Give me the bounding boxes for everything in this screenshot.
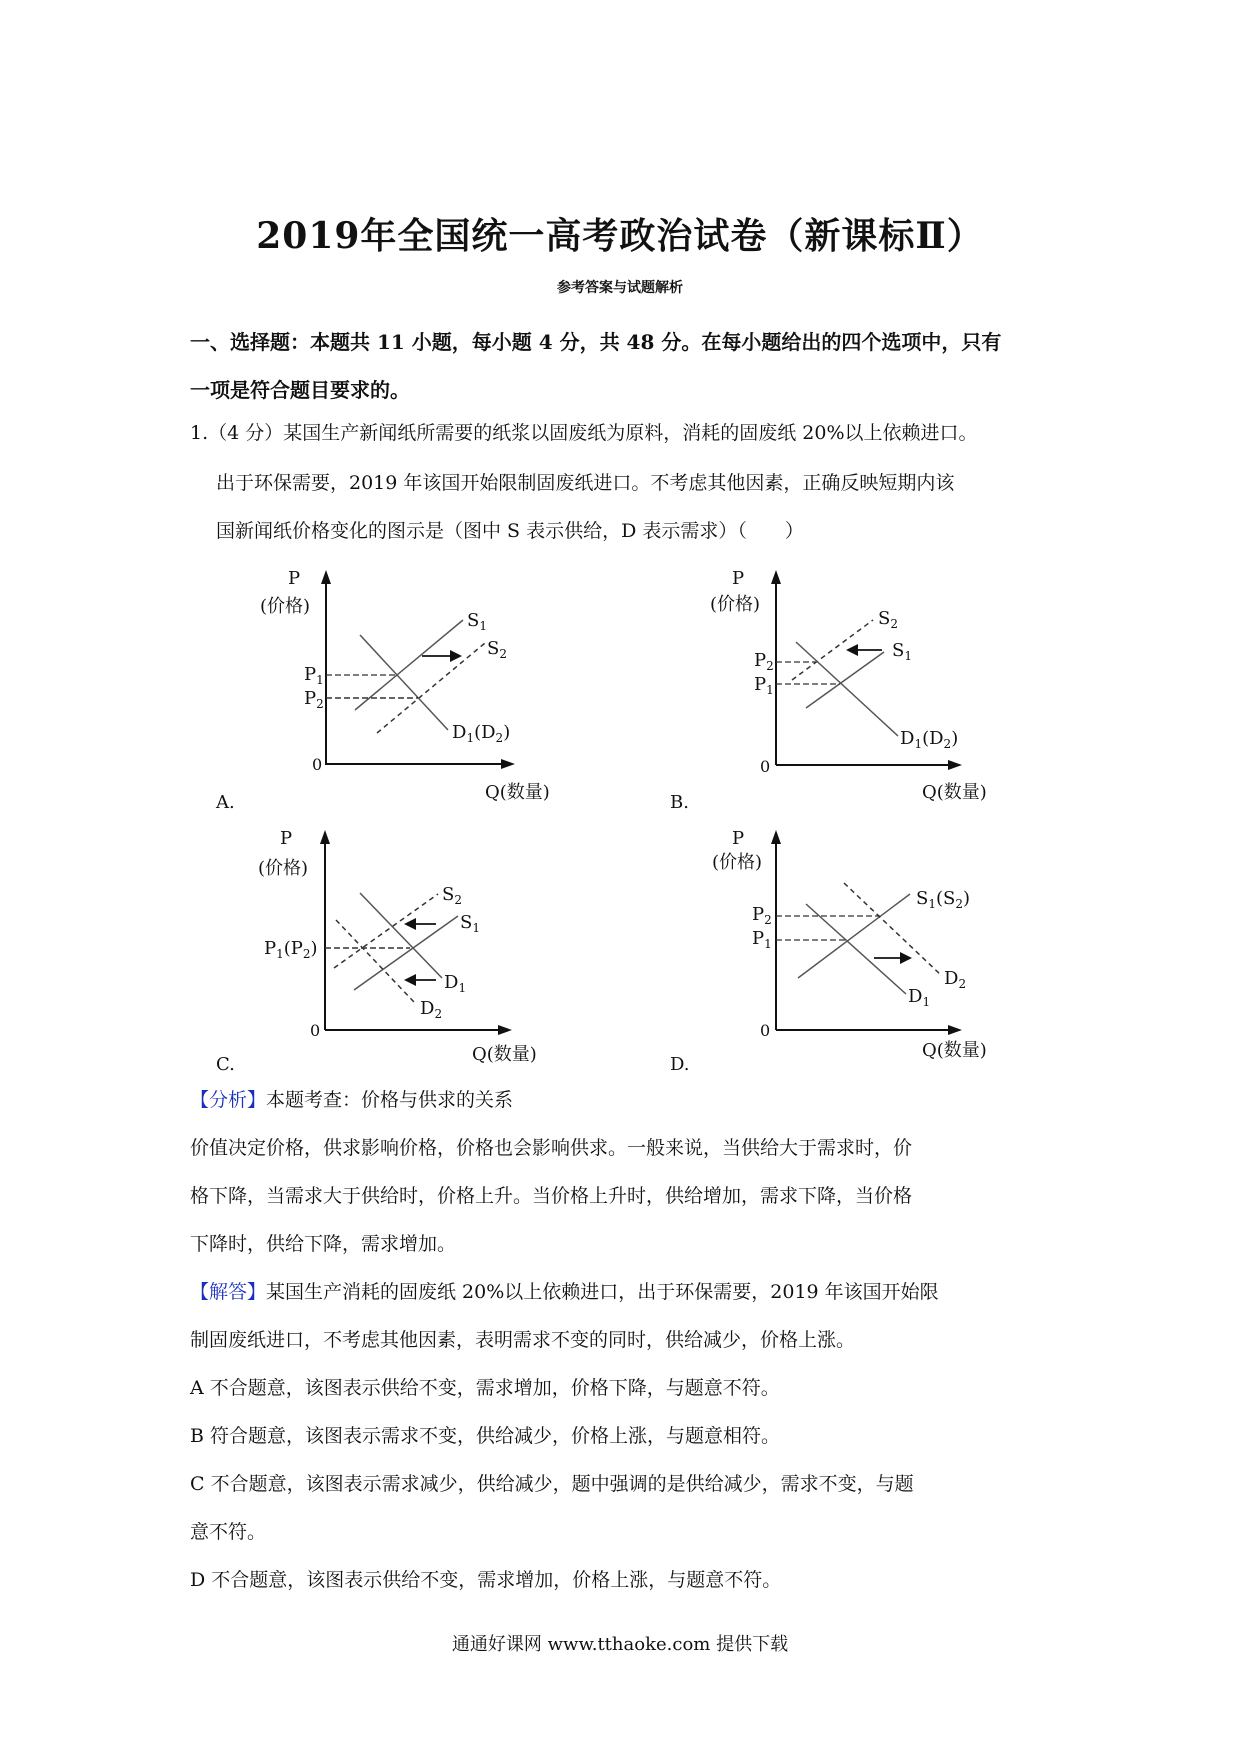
arrow-right-icon: [900, 952, 912, 964]
answer-line2: 制固废纸进口，不考虑其他因素，表明需求不变的同时，供给减少，价格上涨。: [190, 1329, 856, 1351]
x-axis-arrow-icon: [948, 760, 962, 770]
label-p2: $P_2$: [752, 904, 772, 927]
label-p2: $P_2$: [754, 650, 774, 673]
label-s2: $S_2$: [878, 608, 898, 631]
label-d1-d2: $D_1(D_2)$: [452, 722, 511, 745]
answer-text: 某国生产消耗的固废纸 20%以上依赖进口，出于环保需要，2019 年该国开始限: [266, 1281, 939, 1303]
option-letter: D.: [670, 1054, 690, 1075]
axis-q-label: Q(数量): [472, 1044, 537, 1065]
supply-curve-s1-s2: [798, 894, 910, 978]
label-p1: $P_1$: [304, 664, 324, 687]
axis-p-label: P: [732, 568, 745, 589]
question-line3: 国新闻纸价格变化的图示是（图中 S 表示供给，D 表示需求）（ ）: [216, 520, 804, 542]
option-b-graph[interactable]: [660, 560, 1030, 820]
option-d-graph[interactable]: [660, 820, 1030, 1080]
axis-p-cn-label: (价格): [260, 596, 311, 617]
question-line1: 1.（4 分）某国生产新闻纸所需要的纸浆以固废纸为原料，消耗的固废纸 20%以上依赖进口。: [190, 422, 978, 444]
option-letter: A.: [216, 792, 235, 813]
origin-label: 0: [310, 1021, 321, 1040]
x-axis-arrow-icon: [501, 759, 515, 769]
supply-curve-s1: [806, 652, 884, 708]
label-p2: $P_2$: [304, 688, 324, 711]
analysis-line1: [190, 1085, 513, 1115]
y-axis-arrow-icon: [771, 570, 781, 584]
demand-curve-d1: [806, 904, 906, 994]
supply-curve-s1: [355, 620, 463, 710]
answer-line6: 意不符。: [190, 1521, 267, 1543]
section-heading-line1: 一、选择题：本题共 11 小题，每小题 4 分，共 48 分。在每小题给出的四个选项中，只有: [190, 330, 1002, 354]
demand-curve-d1: [360, 635, 448, 730]
axis-q-label: Q(数量): [485, 782, 550, 803]
answer-tag: 【解答】: [190, 1281, 267, 1303]
axis-p-cn-label: (价格): [712, 852, 763, 873]
answer-line1: [190, 1277, 939, 1307]
axis-p-label: P: [280, 828, 293, 849]
y-axis-arrow-icon: [321, 570, 331, 584]
label-s1: $S_1$: [892, 640, 912, 663]
option-a-graph[interactable]: [200, 560, 600, 820]
page-title: 2019年全国统一高考政治试卷（新课标Ⅱ）: [256, 215, 984, 257]
demand-curve-d2: [336, 920, 414, 1002]
demand-curve-d1: [796, 642, 898, 736]
answer-line7: D 不合题意，该图表示供给不变，需求增加，价格上涨，与题意不符。: [190, 1569, 782, 1591]
analysis-line4: 下降时，供给下降，需求增加。: [190, 1233, 457, 1255]
x-axis-arrow-icon: [498, 1025, 512, 1035]
label-s1-s2: $S_1(S_2)$: [916, 888, 971, 911]
analysis-tag: 【分析】: [190, 1089, 267, 1111]
x-axis-arrow-icon: [948, 1025, 962, 1035]
analysis-line2: 价值决定价格，供求影响价格，价格也会影响供求。一般来说，当供给大于需求时，价: [190, 1137, 913, 1159]
option-letter: B.: [670, 792, 689, 813]
option-letter: C.: [216, 1054, 235, 1075]
answer-line4: B 符合题意，该图表示需求不变，供给减少，价格上涨，与题意相符。: [190, 1425, 781, 1447]
label-p1-p2: $P_1(P_2)$: [264, 938, 318, 961]
label-s2: $S_2$: [442, 884, 462, 907]
answer-line5: C 不合题意，该图表示需求减少，供给减少，题中强调的是供给减少，需求不变，与题: [190, 1473, 914, 1495]
question-line2: 出于环保需要，2019 年该国开始限制固废纸进口。不考虑其他因素，正确反映短期内该: [216, 472, 955, 494]
axis-p-label: P: [732, 828, 745, 849]
page-subtitle: 参考答案与试题解析: [557, 280, 683, 296]
axis-p-cn-label: (价格): [258, 858, 309, 879]
label-d1-d2: $D_1(D_2)$: [900, 728, 959, 751]
label-s1: $S_1$: [460, 912, 480, 935]
label-d2: $D_2$: [420, 998, 443, 1021]
arrow-left-icon: [404, 918, 416, 930]
section-heading-line2: 一项是符合题目要求的。: [190, 378, 410, 402]
label-d1: $D_1$: [444, 972, 467, 995]
label-d1: $D_1$: [908, 986, 931, 1009]
axis-p-label: P: [288, 568, 301, 589]
axis-p-cn-label: (价格): [710, 594, 761, 615]
origin-label: 0: [760, 1021, 771, 1040]
y-axis-arrow-icon: [320, 830, 330, 844]
label-p1: $P_1$: [752, 928, 772, 951]
analysis-line3: 格下降，当需求大于供给时，价格上升。当价格上升时，供给增加，需求下降，当价格: [190, 1185, 913, 1207]
supply-curve-s1: [354, 916, 458, 990]
label-d2: $D_2$: [944, 968, 967, 991]
y-axis-arrow-icon: [771, 830, 781, 844]
label-s1: $S_1$: [467, 610, 487, 633]
analysis-heading: 本题考查：价格与供求的关系: [266, 1089, 514, 1111]
answer-line3: A 不合题意，该图表示供给不变，需求增加，价格下降，与题意不符。: [190, 1377, 780, 1399]
option-c-graph[interactable]: [200, 820, 600, 1080]
origin-label: 0: [312, 755, 323, 774]
label-p1: $P_1$: [754, 674, 774, 697]
origin-label: 0: [760, 757, 771, 776]
arrow-left-icon: [404, 974, 416, 986]
axis-q-label: Q(数量): [922, 1040, 987, 1061]
axis-q-label: Q(数量): [922, 782, 987, 803]
label-s2: $S_2$: [487, 638, 507, 661]
arrow-left-icon: [846, 644, 858, 656]
footer-text: 通通好课网 www.tthaoke.com 提供下载: [451, 1634, 789, 1655]
arrow-right-icon: [450, 650, 462, 662]
